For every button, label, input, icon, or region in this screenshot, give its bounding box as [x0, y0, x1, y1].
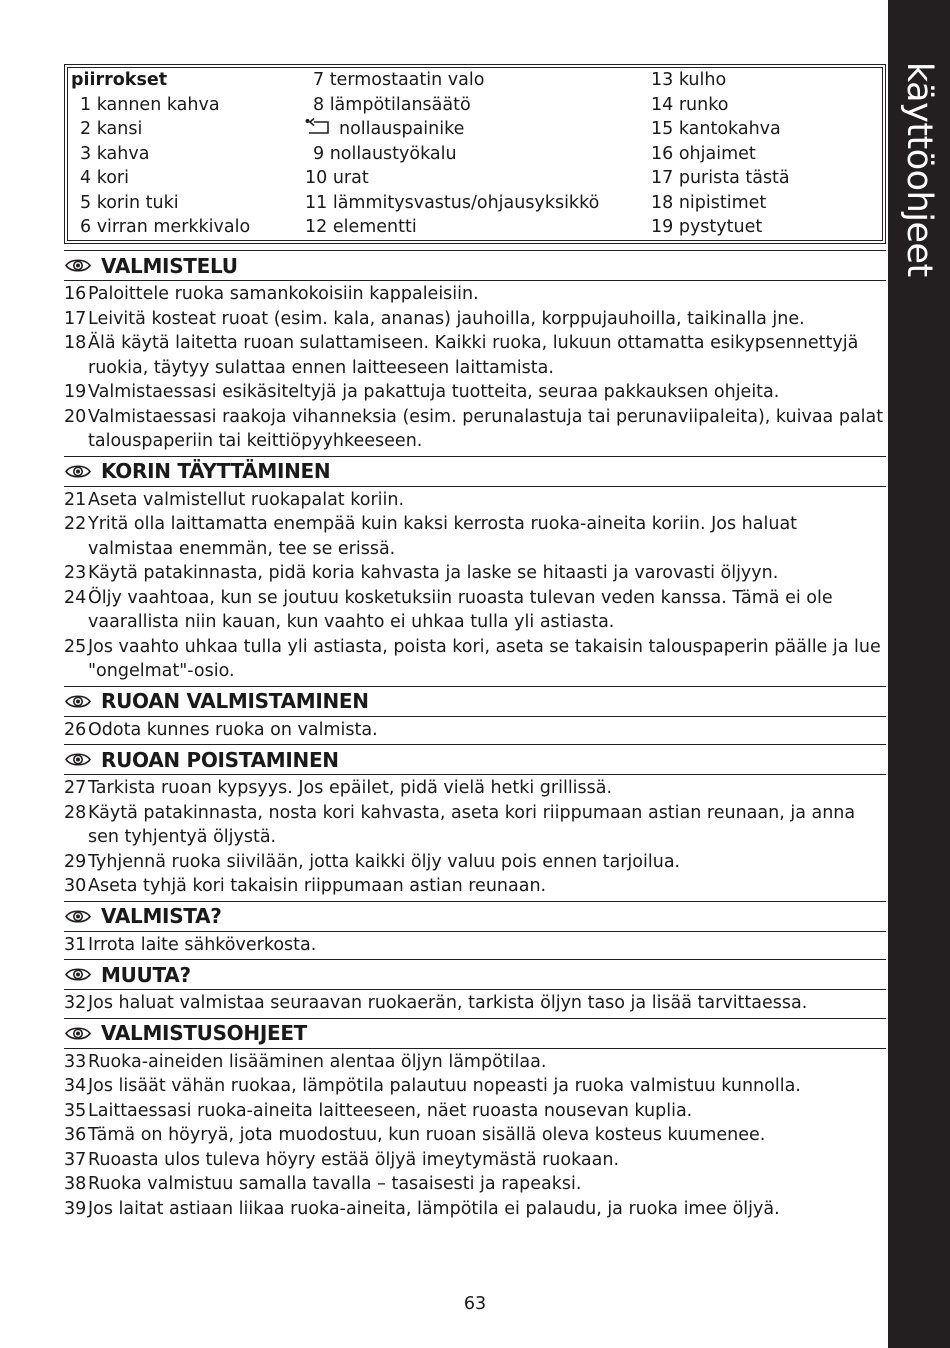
parts-legend-box: [64, 64, 886, 244]
parts-item: 3 kahva: [80, 143, 150, 164]
instruction-text: Laittaessasi ruoka-aineita laitteeseen, näet ruoasta nousevan kuplia.: [88, 1100, 693, 1121]
eye-icon: [65, 967, 91, 982]
instruction-number: 16: [64, 284, 87, 304]
section: [64, 744, 886, 901]
section-title: VALMISTELU: [101, 253, 238, 278]
parts-item: 9 nollaustyökalu: [313, 143, 457, 164]
parts-item: 15 kantokahva: [651, 119, 781, 139]
instruction-number: 31: [64, 934, 87, 955]
side-tab-label: käyttöohjeet: [899, 62, 939, 277]
instruction-number: 24: [64, 587, 87, 608]
instruction-text: Käytä patakinnasta, nosta kori kahvasta, aseta kori riippumaan astian reunaan, ja anna sen tyhjentyä öljystä.: [88, 802, 856, 847]
section: [64, 250, 886, 456]
instruction-item: [64, 1050, 886, 1075]
instruction-text: Aseta tyhjä kori takaisin riippumaan astian reunaan.: [88, 876, 547, 896]
instruction-item: [64, 1074, 886, 1099]
instruction-number: 30: [64, 876, 87, 896]
instruction-text: Odota kunnes ruoka on valmista.: [88, 719, 378, 740]
instruction-text: Jos vaahto uhkaa tulla yli astiasta, poista kori, aseta se takaisin talouspaperin päälle ja lue "ongelmat"-osio.: [88, 636, 881, 681]
instruction-number: 26: [64, 719, 87, 740]
instruction-number: 27: [64, 778, 87, 798]
reset-arrow-icon: [305, 118, 331, 136]
instruction-text: Aseta valmistellut ruokapalat koriin.: [88, 489, 405, 510]
instruction-number: 25: [64, 636, 87, 657]
instruction-number: 20: [64, 406, 87, 427]
instruction-item: [64, 512, 886, 561]
section-items: [64, 282, 886, 456]
instruction-item: [64, 488, 886, 513]
instruction-text: Jos laitat astiaan liikaa ruoka-aineita, lämpötila ei palaudu, ja ruoka imee öljyä.: [88, 1198, 780, 1219]
instruction-item: [64, 1197, 886, 1222]
instruction-text: Käytä patakinnasta, pidä koria kahvasta ja laske se hitaasti ja varovasti öljyyn.: [88, 563, 779, 583]
parts-item: 7 termostaatin valo: [313, 70, 485, 90]
section-heading: [64, 686, 886, 717]
section: [64, 456, 886, 686]
instruction-item: [64, 405, 886, 454]
instruction-number: 21: [64, 489, 87, 510]
section-items: [64, 718, 886, 745]
section-items: [64, 488, 886, 686]
parts-item-reset-button: [305, 117, 599, 142]
parts-item: 19 pystytuet: [651, 217, 763, 237]
parts-heading: piirrokset: [71, 70, 168, 90]
parts-item: 14 runko: [651, 94, 729, 115]
parts-item: 10 urat: [305, 168, 369, 188]
section-title: RUOAN VALMISTAMINEN: [101, 689, 369, 713]
instruction-item: [64, 307, 886, 332]
section-title: VALMISTA?: [101, 904, 222, 928]
section-heading: [64, 456, 886, 487]
instruction-number: 34: [64, 1076, 87, 1096]
instruction-text: Paloittele ruoka samankokoisiin kappaleisiin.: [88, 284, 479, 304]
instruction-text: Ruoka-aineiden lisääminen alentaa öljyn lämpötilaa.: [88, 1051, 547, 1072]
section-title: RUOAN POISTAMINEN: [101, 747, 339, 772]
section-heading: [64, 901, 886, 932]
eye-icon: [65, 752, 91, 767]
parts-item: 6 virran merkkivalo: [80, 217, 251, 237]
instruction-text: Älä käytä laitetta ruoan sulattamiseen. Kaikki ruoka, lukuun ottamatta esikypsennettyjä ruokia, täytyy sulattaa ennen laitteeseen laittamista.: [88, 333, 859, 378]
instruction-item: [64, 991, 886, 1016]
section-items: [64, 991, 886, 1018]
instruction-text: Ruoka valmistuu samalla tavalla – tasaisesti ja rapeaksi.: [88, 1174, 582, 1194]
instruction-text: Ruoasta ulos tuleva höyry estää öljyä imeytymästä ruokaan.: [88, 1149, 620, 1170]
section: [64, 901, 886, 960]
section: [64, 959, 886, 1018]
parts-item: 16 ohjaimet: [651, 143, 756, 164]
instruction-item: [64, 331, 886, 380]
parts-item: 11 lämmitysvastus/ohjausyksikkö: [305, 192, 600, 213]
instruction-number: 39: [64, 1198, 87, 1219]
section: [64, 1018, 886, 1224]
section-heading: [64, 959, 886, 990]
instruction-text: Tarkista ruoan kypsyys. Jos epäilet, pidä vielä hetki grillissä.: [88, 778, 613, 798]
instruction-text: Yritä olla laittamatta enempää kuin kaksi kerrosta ruoka-aineita koriin. Jos haluat valmistaa enemmän, tee se erissä.: [88, 514, 798, 559]
parts-column-3: [651, 68, 790, 240]
parts-item-label: nollauspainike: [339, 119, 465, 139]
parts-item: 12 elementti: [305, 217, 417, 237]
instruction-item: [64, 1123, 886, 1148]
parts-column-2: [305, 68, 599, 240]
parts-item: 18 nipistimet: [651, 192, 767, 213]
instruction-item: [64, 718, 886, 743]
parts-column-1: [71, 68, 250, 240]
instruction-number: 29: [64, 851, 87, 872]
instruction-number: 35: [64, 1100, 87, 1121]
page-number: 63: [463, 1294, 487, 1314]
instruction-number: 36: [64, 1125, 87, 1145]
section-title: VALMISTUSOHJEET: [101, 1021, 308, 1045]
instruction-number: 19: [64, 382, 87, 402]
instruction-number: 18: [64, 333, 87, 353]
instruction-number: 37: [64, 1149, 87, 1170]
parts-item: 8 lämpötilansäätö: [313, 94, 471, 115]
instruction-item: [64, 282, 886, 307]
section: [64, 686, 886, 745]
eye-icon: [65, 909, 91, 924]
eye-icon: [65, 258, 91, 273]
instruction-item: [64, 776, 886, 801]
side-tab: [888, 0, 950, 1348]
instruction-text: Jos haluat valmistaa seuraavan ruokaerän, tarkista öljyn taso ja lisää tarvittaessa.: [88, 993, 808, 1013]
parts-item: 17 purista tästä: [651, 168, 790, 188]
instruction-item: [64, 635, 886, 684]
eye-icon: [65, 1026, 91, 1041]
section-heading: [64, 250, 886, 281]
instruction-item: [64, 874, 886, 899]
eye-icon: [65, 694, 91, 709]
parts-item: 5 korin tuki: [80, 192, 179, 213]
section-heading: [64, 744, 886, 775]
section-title: KORIN TÄYTTÄMINEN: [101, 459, 331, 483]
instruction-item: [64, 850, 886, 875]
section-items: [64, 1050, 886, 1224]
instruction-sections: [64, 250, 886, 1223]
instruction-item: [64, 586, 886, 635]
instruction-number: 22: [64, 514, 87, 534]
instruction-text: Tyhjennä ruoka siivilään, jotta kaikki öljy valuu pois ennen tarjoilua.: [88, 851, 681, 872]
section-title: MUUTA?: [101, 962, 191, 987]
instruction-item: [64, 1172, 886, 1197]
instruction-item: [64, 933, 886, 958]
instruction-number: 32: [64, 993, 87, 1013]
parts-item: 1 kannen kahva: [80, 94, 220, 115]
section-items: [64, 776, 886, 901]
instruction-number: 17: [64, 308, 87, 329]
instruction-number: 38: [64, 1174, 87, 1194]
instruction-number: 23: [64, 563, 87, 583]
section-items: [64, 933, 886, 960]
instruction-item: [64, 380, 886, 405]
instruction-item: [64, 561, 886, 586]
instruction-number: 33: [64, 1051, 87, 1072]
instruction-text: Öljy vaahtoaa, kun se joutuu kosketuksiin ruoasta tulevan veden kanssa. Tämä ei ole vaarallista niin kauan, kun vaahto ei uhkaa tulla yli astiasta.: [88, 587, 833, 632]
instruction-item: [64, 801, 886, 850]
instruction-item: [64, 1099, 886, 1124]
eye-icon: [65, 464, 91, 479]
instruction-item: [64, 1148, 886, 1173]
instruction-text: Valmistaessasi esikäsiteltyjä ja pakattuja tuotteita, seuraa pakkauksen ohjeita.: [88, 382, 780, 402]
section-heading: [64, 1018, 886, 1049]
instruction-text: Tämä on höyryä, jota muodostuu, kun ruoan sisällä oleva kosteus kuumenee.: [88, 1125, 766, 1145]
parts-item: 13 kulho: [651, 70, 727, 90]
instruction-text: Valmistaessasi raakoja vihanneksia (esim. perunalastuja tai perunaviipaleita), kuivaa palat talouspaperiin tai keittiöpyyhkeeseen.: [88, 406, 884, 451]
instruction-text: Leivitä kosteat ruoat (esim. kala, ananas) jauhoilla, korppujauhoilla, taikinalla jne.: [88, 308, 805, 329]
instruction-text: Jos lisäät vähän ruokaa, lämpötila palautuu nopeasti ja ruoka valmistuu kunnolla.: [88, 1076, 801, 1096]
instruction-text: Irrota laite sähköverkosta.: [88, 934, 317, 955]
parts-item: 2 kansi: [80, 119, 143, 139]
instruction-number: 28: [64, 802, 87, 823]
parts-item: 4 kori: [80, 168, 129, 188]
